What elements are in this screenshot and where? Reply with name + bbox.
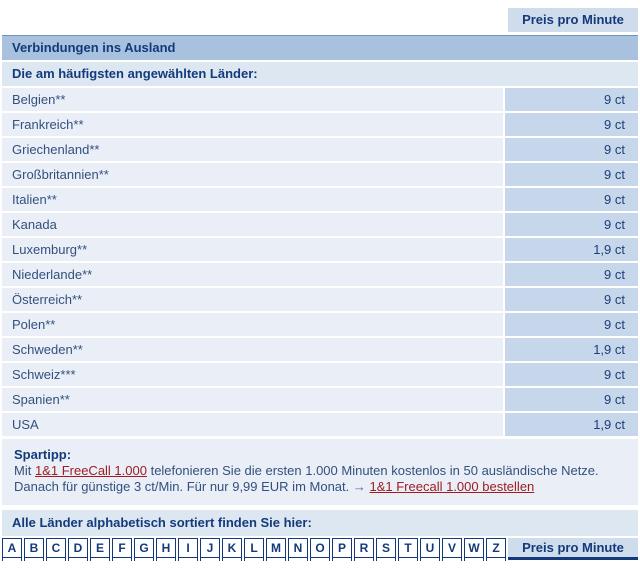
letter-link-k[interactable]: K xyxy=(222,538,242,558)
letter-link-p[interactable]: P xyxy=(332,538,352,558)
table-row xyxy=(2,113,638,136)
table-row xyxy=(2,388,638,411)
section-title-bar: Verbindungen ins Ausland xyxy=(2,35,638,60)
country-cell: Polen** xyxy=(2,313,503,336)
letter-link-b[interactable]: B xyxy=(24,538,44,558)
spartipp-text-middle: telefonieren Sie die ersten 1.000 Minuten kostenlos in 50 ausländische Netze. Danach für günstige 3 ct/Min. Für nur 9,99 EUR im Monat. xyxy=(14,463,599,494)
price-cell: 9 ct xyxy=(505,213,638,236)
price-cell: 9 ct xyxy=(505,263,638,286)
letter-link-v[interactable]: V xyxy=(442,538,462,558)
country-cell: Frankreich** xyxy=(2,113,503,136)
letter-link-s[interactable]: S xyxy=(376,538,396,558)
letter-link-z[interactable]: Z xyxy=(486,538,506,558)
price-per-minute-button: Preis pro Minute xyxy=(508,538,638,560)
table-row xyxy=(2,263,638,286)
country-cell: Griechenland** xyxy=(2,138,503,161)
table-row xyxy=(2,163,638,186)
letter-link-w[interactable]: W xyxy=(464,538,484,558)
table-row xyxy=(2,213,638,236)
country-cell: Schweiz*** xyxy=(2,363,503,386)
country-rows xyxy=(2,88,638,436)
freecall-order-link[interactable]: 1&1 Freecall 1.000 bestellen xyxy=(369,479,535,494)
price-table-page xyxy=(2,0,638,560)
subsection-title: Die am häufigsten angewählten Länder: xyxy=(2,62,638,86)
price-cell: 9 ct xyxy=(505,88,638,111)
table-row xyxy=(2,238,638,261)
table-row xyxy=(2,413,638,436)
country-cell: USA xyxy=(2,413,503,436)
price-cell: 9 ct xyxy=(505,163,638,186)
letter-link-o[interactable]: O xyxy=(310,538,330,558)
table-row xyxy=(2,188,638,211)
price-cell: 9 ct xyxy=(505,288,638,311)
letter-link-h[interactable]: H xyxy=(156,538,176,558)
letter-link-u[interactable]: U xyxy=(420,538,440,558)
letter-link-d[interactable]: D xyxy=(68,538,88,558)
top-header-row xyxy=(2,0,638,32)
table-row xyxy=(2,338,638,361)
price-column-header: Preis pro Minute xyxy=(508,8,638,32)
alphabet-section-title: Alle Länder alphabetisch sortiert finden Sie hier: xyxy=(2,510,638,536)
country-cell: Großbritannien** xyxy=(2,163,503,186)
letter-link-j[interactable]: J xyxy=(200,538,220,558)
letter-link-l[interactable]: L xyxy=(244,538,264,558)
country-cell: Belgien** xyxy=(2,88,503,111)
spartipp-text-before: Mit xyxy=(14,463,35,478)
table-row xyxy=(2,88,638,111)
table-row xyxy=(2,313,638,336)
letter-link-i[interactable]: I xyxy=(178,538,198,558)
letter-link-f[interactable]: F xyxy=(112,538,132,558)
spartipp-box xyxy=(2,439,638,505)
country-cell: Schweden** xyxy=(2,338,503,361)
price-cell: 9 ct xyxy=(505,188,638,211)
price-cell: 9 ct xyxy=(505,313,638,336)
alphabet-row xyxy=(2,538,638,560)
country-cell: Luxemburg** xyxy=(2,238,503,261)
country-cell: Italien** xyxy=(2,188,503,211)
table-row xyxy=(2,288,638,311)
price-cell: 9 ct xyxy=(505,138,638,161)
country-cell: Niederlande** xyxy=(2,263,503,286)
country-cell: Österreich** xyxy=(2,288,503,311)
country-cell: Spanien** xyxy=(2,388,503,411)
freecall-link[interactable]: 1&1 FreeCall 1.000 xyxy=(34,463,147,478)
price-cell: 9 ct xyxy=(505,363,638,386)
letter-link-c[interactable]: C xyxy=(46,538,66,558)
spartipp-text xyxy=(14,463,626,495)
alphabet-nav xyxy=(2,538,506,558)
letter-link-g[interactable]: G xyxy=(134,538,154,558)
letter-link-n[interactable]: N xyxy=(288,538,308,558)
table-row xyxy=(2,363,638,386)
price-cell: 1,9 ct xyxy=(505,238,638,261)
letter-link-t[interactable]: T xyxy=(398,538,418,558)
price-cell: 9 ct xyxy=(505,113,638,136)
letter-link-a[interactable]: A xyxy=(2,538,22,558)
country-cell: Kanada xyxy=(2,213,503,236)
price-cell: 9 ct xyxy=(505,388,638,411)
letter-link-m[interactable]: M xyxy=(266,538,286,558)
price-cell: 1,9 ct xyxy=(505,338,638,361)
price-cell: 1,9 ct xyxy=(505,413,638,436)
table-row xyxy=(2,138,638,161)
arrow-right-icon: → xyxy=(352,479,366,494)
letter-link-e[interactable]: E xyxy=(90,538,110,558)
letter-link-r[interactable]: R xyxy=(354,538,374,558)
spartipp-label: Spartipp: xyxy=(14,447,72,462)
